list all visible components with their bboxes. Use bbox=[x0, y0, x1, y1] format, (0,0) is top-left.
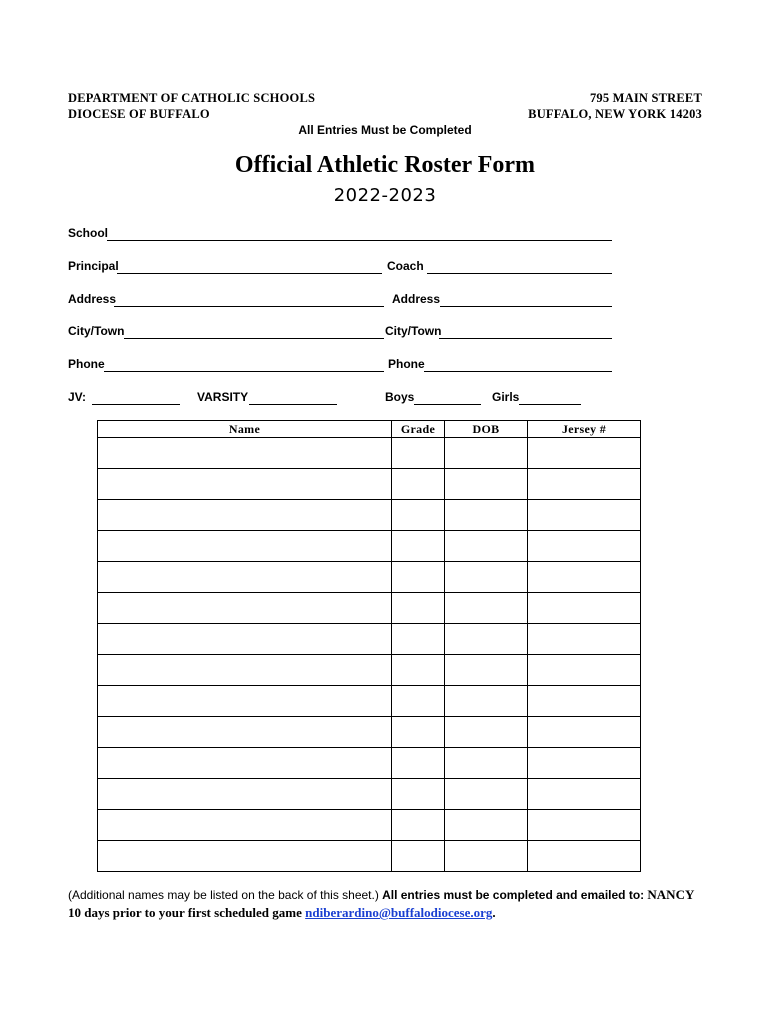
name-cell[interactable] bbox=[98, 500, 392, 531]
org-line-1: DEPARTMENT OF CATHOLIC SCHOOLS bbox=[68, 91, 316, 105]
jersey-cell[interactable] bbox=[528, 593, 641, 624]
city-field-right[interactable] bbox=[439, 324, 612, 339]
boys-label: Boys bbox=[385, 390, 415, 404]
varsity-field[interactable] bbox=[249, 391, 337, 405]
jersey-cell[interactable] bbox=[528, 779, 641, 810]
footer-end: . bbox=[492, 905, 496, 920]
table-row bbox=[98, 593, 641, 624]
table-row bbox=[98, 686, 641, 717]
table-row bbox=[98, 562, 641, 593]
grade-cell[interactable] bbox=[392, 686, 445, 717]
address-label-left: Address bbox=[68, 292, 117, 306]
jersey-cell[interactable] bbox=[528, 655, 641, 686]
grade-cell[interactable] bbox=[392, 748, 445, 779]
dob-cell[interactable] bbox=[445, 562, 528, 593]
dob-cell[interactable] bbox=[445, 624, 528, 655]
name-cell[interactable] bbox=[98, 655, 392, 686]
address-field-right[interactable] bbox=[440, 292, 612, 307]
grade-cell[interactable] bbox=[392, 469, 445, 500]
jersey-cell[interactable] bbox=[528, 500, 641, 531]
name-cell[interactable] bbox=[98, 810, 392, 841]
grade-cell[interactable] bbox=[392, 779, 445, 810]
dob-cell[interactable] bbox=[445, 593, 528, 624]
name-cell[interactable] bbox=[98, 779, 392, 810]
table-row bbox=[98, 779, 641, 810]
jv-label: JV: bbox=[68, 390, 87, 404]
grade-cell[interactable] bbox=[392, 562, 445, 593]
table-row bbox=[98, 624, 641, 655]
email-link[interactable]: ndiberardino@buffalodiocese.org bbox=[305, 905, 493, 920]
jv-field[interactable] bbox=[92, 391, 180, 405]
grade-cell[interactable] bbox=[392, 438, 445, 469]
header-dob: DOB bbox=[445, 421, 528, 438]
dob-cell[interactable] bbox=[445, 531, 528, 562]
header-jersey: Jersey # bbox=[528, 421, 641, 438]
table-row bbox=[98, 748, 641, 779]
dob-cell[interactable] bbox=[445, 841, 528, 872]
grade-cell[interactable] bbox=[392, 655, 445, 686]
address-line-2: BUFFALO, NEW YORK 14203 bbox=[528, 107, 702, 121]
grade-cell[interactable] bbox=[392, 593, 445, 624]
phone-label-right: Phone bbox=[388, 357, 425, 371]
school-label: School bbox=[68, 226, 109, 240]
table-row bbox=[98, 500, 641, 531]
footer-bold-instruction: All entries must be completed and emailed to: bbox=[382, 888, 645, 902]
school-field[interactable] bbox=[107, 226, 612, 241]
table-row bbox=[98, 531, 641, 562]
name-cell[interactable] bbox=[98, 717, 392, 748]
varsity-label: VARSITY bbox=[197, 390, 249, 404]
dob-cell[interactable] bbox=[445, 810, 528, 841]
org-header bbox=[68, 90, 315, 122]
table-row bbox=[98, 717, 641, 748]
org-line-2: DIOCESE OF BUFFALO bbox=[68, 107, 210, 121]
principal-label: Principal bbox=[68, 259, 119, 273]
footer-plain: (Additional names may be listed on the back of this sheet.) bbox=[68, 888, 379, 902]
address-line-1: 795 MAIN STREET bbox=[589, 91, 702, 105]
entries-notice: All Entries Must be Completed bbox=[298, 123, 472, 137]
grade-cell[interactable] bbox=[392, 810, 445, 841]
phone-field-left[interactable] bbox=[104, 357, 384, 372]
name-cell[interactable] bbox=[98, 748, 392, 779]
jersey-cell[interactable] bbox=[528, 531, 641, 562]
phone-label-left: Phone bbox=[68, 357, 105, 371]
jersey-cell[interactable] bbox=[528, 562, 641, 593]
phone-field-right[interactable] bbox=[424, 357, 612, 372]
grade-cell[interactable] bbox=[392, 531, 445, 562]
jersey-cell[interactable] bbox=[528, 717, 641, 748]
grade-cell[interactable] bbox=[392, 717, 445, 748]
form-title: Official Athletic Roster Form bbox=[234, 152, 536, 178]
header-grade: Grade bbox=[392, 421, 445, 438]
table-header-row bbox=[98, 421, 641, 438]
jersey-cell[interactable] bbox=[528, 748, 641, 779]
dob-cell[interactable] bbox=[445, 686, 528, 717]
name-cell[interactable] bbox=[98, 469, 392, 500]
header-name: Name bbox=[98, 421, 392, 438]
grade-cell[interactable] bbox=[392, 500, 445, 531]
name-cell[interactable] bbox=[98, 593, 392, 624]
jersey-cell[interactable] bbox=[528, 469, 641, 500]
table-row bbox=[98, 438, 641, 469]
city-label-left: City/Town bbox=[68, 324, 125, 338]
table-row bbox=[98, 841, 641, 872]
coach-field[interactable] bbox=[427, 259, 612, 274]
grade-cell[interactable] bbox=[392, 624, 445, 655]
jersey-cell[interactable] bbox=[528, 841, 641, 872]
coach-label: Coach bbox=[387, 259, 424, 273]
girls-field[interactable] bbox=[519, 391, 581, 405]
dob-cell[interactable] bbox=[445, 469, 528, 500]
jersey-cell[interactable] bbox=[528, 438, 641, 469]
table-row bbox=[98, 810, 641, 841]
boys-field[interactable] bbox=[414, 391, 481, 405]
table-row bbox=[98, 469, 641, 500]
name-cell[interactable] bbox=[98, 562, 392, 593]
name-cell[interactable] bbox=[98, 624, 392, 655]
footer-note bbox=[68, 886, 708, 921]
address-field-left[interactable] bbox=[114, 292, 384, 307]
dob-cell[interactable] bbox=[445, 438, 528, 469]
dob-cell[interactable] bbox=[445, 500, 528, 531]
roster-body bbox=[98, 438, 641, 872]
address-header bbox=[480, 90, 702, 122]
name-cell[interactable] bbox=[98, 438, 392, 469]
city-label-right: City/Town bbox=[385, 324, 442, 338]
table-row bbox=[98, 655, 641, 686]
jersey-cell[interactable] bbox=[528, 624, 641, 655]
roster-table bbox=[97, 420, 641, 872]
name-cell[interactable] bbox=[98, 531, 392, 562]
dob-cell[interactable] bbox=[445, 717, 528, 748]
girls-label: Girls bbox=[492, 390, 520, 404]
name-cell[interactable] bbox=[98, 841, 392, 872]
form-year: 2022-2023 bbox=[333, 185, 437, 206]
grade-cell[interactable] bbox=[392, 841, 445, 872]
jersey-cell[interactable] bbox=[528, 686, 641, 717]
dob-cell[interactable] bbox=[445, 655, 528, 686]
dob-cell[interactable] bbox=[445, 779, 528, 810]
principal-field[interactable] bbox=[117, 259, 382, 274]
footer-deadline: NANCY 10 days prior to your first scheduled game bbox=[68, 887, 694, 920]
jersey-cell[interactable] bbox=[528, 810, 641, 841]
address-label-right: Address bbox=[392, 292, 441, 306]
name-cell[interactable] bbox=[98, 686, 392, 717]
dob-cell[interactable] bbox=[445, 748, 528, 779]
city-field-left[interactable] bbox=[124, 324, 384, 339]
